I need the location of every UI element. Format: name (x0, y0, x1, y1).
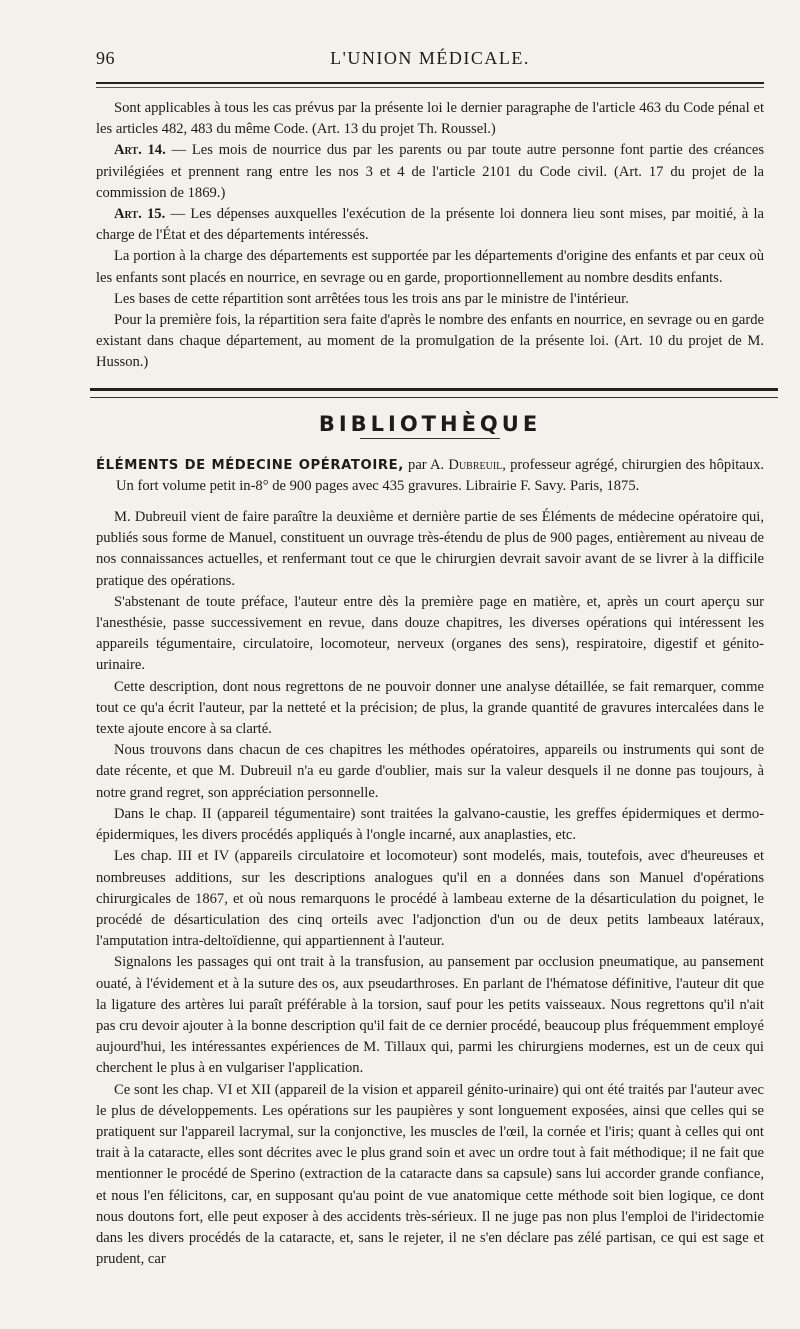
review-paragraph-4: Nous trouvons dans chacun de ces chapitres les méthodes opératoires, appareils ou instruments qui sont de date récente, et que M. Dubreuil n'a eu garde d'oublier, mais sur la valeur desquels il ne donne pas toujours, à notre grand regret, son appréciation personnelle. (96, 742, 764, 801)
review-paragraph-6: Les chap. III et IV (appareils circulatoire et locomoteur) sont modelés, mais, toutefois, avec d'heureuses et nombreuses additions, sur les descriptions analogues qu'il en a données dans son Manuel d'opérations chirurgicales de 1867, et où nous remarquons le procédé à lambeau externe de la désarticulation du poignet, le procédé de désarticulation des cinq orteils avec l'adjonction d'un ou de deux petits lambeaux latéraux, l'amputation intra-deltoïdienne, qui appartiennent à l'auteur. (96, 848, 764, 950)
section-title: BIBLIOTHÈQUE (318, 411, 542, 436)
article-label: Art. 15. (114, 206, 166, 223)
review-paragraph-5: Dans le chap. II (appareil tégumentaire) sont traitées la galvano-caustie, les greffes épidermiques et dermo-épidermiques, les divers procédés appliqués à l'ongle incarné, aux anaplasties, etc. (96, 805, 764, 844)
page-header (96, 42, 764, 84)
article-text: — Les dépenses auxquelles l'exécution de la présente loi donnera lieu sont mises, par moitié, à la charge de l'État et des départements intéressés. (96, 206, 765, 244)
review-paragraph-7: Signalons les passages qui ont trait à la transfusion, au pansement par occlusion pneumatique, au pansement ouaté, à l'évidement et à la suture des os, aux pseudarthroses. En parlant de l'hématose définitive, l'auteur dit que la ligature des artères lui paraît préférable à la torsion, sauf pour les petits vaisseaux. Nous regrettons qu'il n'ait pas cru devoir ajouter à la bonne description qu'il fait de ce dernier procédé, beaucoup plus fréquemment employé aujourd'hui, les intéressantes expériences de M. Tillaux qui, parmi les chirurgiens modernes, est un de ceux qui cherchent le plus à en vulgariser l'application. (96, 954, 764, 1077)
law-paragraph-4: La portion à la charge des départements est supportée par les départements d'origine des enfants et par ceux où les enfants sont placés en nourrice, en sevrage ou en garde, proportionnellement au nombre desdits enfants. (96, 248, 764, 286)
book-details: professeur agrégé, chirurgien des hôpitaux. Un fort volume petit in-8° de 900 pages avec 435 gravures. Librairie F. Savy. Paris, 1875. (116, 456, 765, 494)
header-rule (96, 87, 764, 88)
page-number: 96 (96, 48, 115, 68)
review-paragraph-1: M. Dubreuil vient de faire paraître la deuxième et dernière partie de ses Éléments de médecine opératoire qui, publiés sous forme de Manuel, constituent un ouvrage très-étendu de plus de 900 pages, entièrement au niveau de nos connaissances actuelles, et renfermant tout ce que le chirurgien devrait savoir avant de se livrer à la difficile pratique des opérations. (96, 509, 764, 589)
law-paragraph-1: Sont applicables à tous les cas prévus par la présente loi le dernier paragraphe de l'article 463 du Code pénal et les articles 482, 483 du même Code. (Art. 13 du projet Th. Roussel.) (96, 100, 764, 138)
law-paragraph-art15 (96, 204, 764, 246)
law-paragraph-art14 (96, 140, 764, 204)
section-divider (90, 388, 778, 391)
review-body (96, 507, 764, 1270)
law-paragraph-6: Pour la première fois, la répartition sera faite d'après le nombre des enfants en nourrice, en sevrage ou en garde existant dans chaque département, au moment de la promulgation de la présente loi. (Art. 10 du projet de M. Husson.) (96, 312, 764, 371)
article-text: — Les mois de nourrice dus par les parents ou par toute autre personne font partie des créances privilégiées et prennent rang entre les nos 3 et 4 de l'article 2101 du Code civil. (Art. 17 du projet de la commission de 1869.) (96, 142, 765, 201)
review-paragraph-2: S'abstenant de toute préface, l'auteur entre dès la première page en matière, et, après un court aperçu sur l'anesthésie, passe successivement en revue, dans douze chapitres, les diverses opérations qui intéressent les appareils tégumentaire, circulatoire, locomoteur, nerveux (organes des sens), respiratoire, digestif et génito-urinaire. (96, 593, 764, 674)
review-paragraph-3: Cette description, dont nous regrettons de ne pouvoir donner une analyse détaillée, se fait remarquer, comme tout ce qu'a écrit l'auteur, par la netteté et la précision; de plus, la grande quantité de gravures intercalées dans le texte ajoute encore à sa clarté. (96, 678, 764, 738)
running-title: L'UNION MÉDICALE. (330, 48, 530, 68)
law-paragraph-5: Les bases de cette répartition sont arrêtées tous les trois ans par le ministre de l'intérieur. (114, 290, 629, 307)
article-label: Art. 14. (114, 142, 166, 159)
law-articles (96, 98, 764, 374)
book-reference (96, 455, 764, 497)
section-divider-thin (90, 397, 778, 398)
title-underline (360, 438, 500, 439)
book-author: Dubreuil, (448, 456, 506, 473)
book-title: ÉLÉMENTS DE MÉDECINE OPÉRATOIRE, (96, 457, 404, 473)
book-by: par A. (408, 456, 445, 473)
review-paragraph-8: Ce sont les chap. VI et XII (appareil de la vision et appareil génito-urinaire) qui ont été traités par l'auteur avec le plus de développements. Les opérations sur les paupières y sont longuement exposées, ainsi que celles qui se pratiquent sur l'appareil lacrymal, sur la conjonctive, les muscles de l'œil, la cornée et l'iris; quant à celles qui ont trait à la cataracte, elles sont décrites avec le plus grand soin et avec un ordre tout à fait méthodique; il ne fait que mentionner le procédé de Sperino (extraction de la cataracte dans sa capsule) sans lui accorder grande confiance, et nous l'en félicitons, car, en supposant qu'au point de vue anatomique cette méthode soit bien logique, ce dont nous doutons fort, elle peut exposer à des accidents très-sérieux. Il ne juge pas non plus l'emploi de l'iridectomie dans les divers procédés de la cataracte, et, sans le rejeter, il ne s'en déclare pas zélé partisan, ce qui est sage et prudent, car (96, 1081, 764, 1268)
